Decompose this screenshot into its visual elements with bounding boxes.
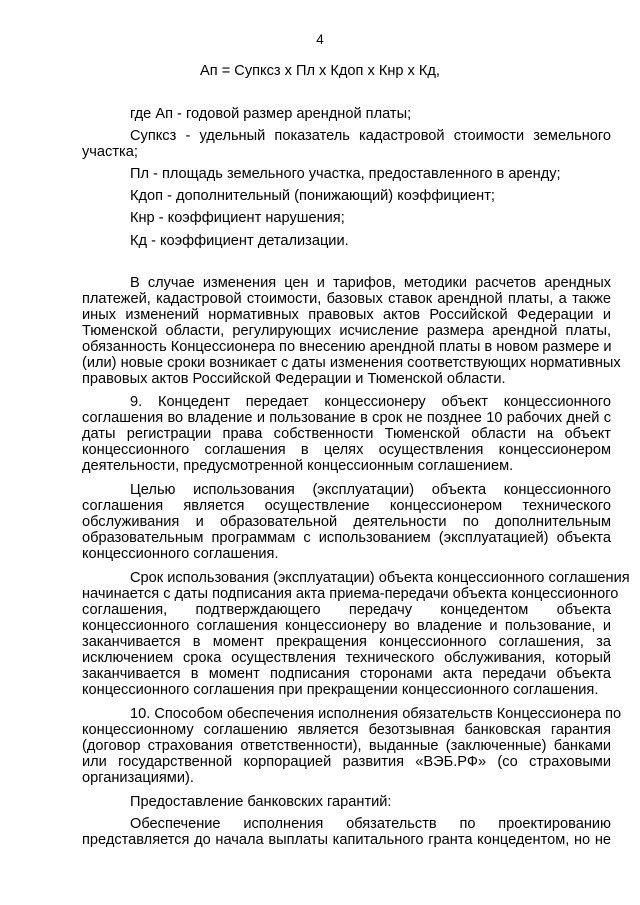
definition-line: Кнр - коэффициент нарушения; bbox=[130, 210, 345, 226]
definition-line: где Ап - годовой размер арендной платы; bbox=[130, 106, 412, 122]
definition-line: Пл - площадь земельного участка, предоставленного в аренду; bbox=[130, 166, 561, 182]
paragraph-line: Целью использования (эксплуатации) объекта концессионного bbox=[130, 482, 611, 498]
paragraph-line: представляется до начала выплаты капитального гранта концедентом, но не bbox=[82, 832, 611, 848]
paragraph-line: концессионного соглашения в целях осуществления концессионером bbox=[82, 442, 611, 458]
paragraph-line: платежей, кадастровой стоимости, базовых ставок арендной платы, а также bbox=[82, 291, 611, 307]
paragraph-line: образовательным программам с использованием (эксплуатацией) объекта bbox=[82, 530, 611, 546]
paragraph-line: исключением срока осуществления технического обслуживания, который bbox=[82, 650, 611, 666]
paragraph-line: соглашения является осуществление концессионером технического bbox=[82, 498, 611, 514]
paragraph-line: соглашения во владение и пользование в срок не позднее 10 рабочих дней с bbox=[82, 410, 611, 426]
paragraph-line: Тюменской области, регулирующих исчисление размера арендной платы, bbox=[82, 323, 611, 339]
paragraph-line: или государственной корпорацией развития «ВЭБ.РФ» (со страховыми bbox=[82, 754, 611, 770]
paragraph-line: заканчивается в момент подписания сторонами акта передачи объекта bbox=[82, 666, 611, 682]
definition-line: Кд - коэффициент детализации. bbox=[130, 233, 349, 249]
page-number: 4 bbox=[316, 32, 324, 47]
paragraph-line: деятельности, предусмотренной концессионным соглашением. bbox=[82, 458, 514, 474]
paragraph-line: 10. Способом обеспечения исполнения обязательств Концессионера по bbox=[130, 706, 622, 722]
paragraph-line: 9. Концедент передает концессионеру объект концессионного bbox=[130, 394, 611, 410]
paragraph-line: (договор страхования ответственности), выданные (заключенные) банками bbox=[82, 738, 611, 754]
paragraph-line: организациями). bbox=[82, 770, 194, 786]
definition-line: Кдоп - дополнительный (понижающий) коэффициент; bbox=[130, 188, 495, 204]
paragraph-line: концессионного соглашения при прекращении концессионного соглашения. bbox=[82, 682, 599, 698]
paragraph-line: соглашения, подтверждающего передачу концедентом объекта bbox=[82, 602, 611, 618]
paragraph-line: заканчивается в момент прекращения концессионного соглашения, за bbox=[82, 634, 611, 650]
formula: Ап = Супксз х Пл х Кдоп х Кнр х Кд, bbox=[200, 63, 440, 79]
paragraph-line: даты регистрации права собственности Тюменской области на объект bbox=[82, 426, 611, 442]
paragraph-line: концессионного соглашения. bbox=[82, 546, 279, 562]
paragraph-line: концессионного соглашения концессионеру во владение и пользование, и bbox=[82, 618, 611, 634]
paragraph-line: начинается с даты подписания акта приема-передачи объекта концессионного bbox=[82, 586, 619, 602]
paragraph-line: Срок использования (эксплуатации) объекта концессионного соглашения bbox=[130, 570, 630, 586]
paragraph-line: В случае изменения цен и тарифов, методики расчетов арендных bbox=[130, 275, 611, 291]
paragraph-line: иных изменений нормативных правовых актов Российской Федерации и bbox=[82, 307, 611, 323]
paragraph-line: Обеспечение исполнения обязательств по проектированию bbox=[130, 816, 611, 832]
subheading-guarantees: Предоставление банковских гарантий: bbox=[130, 794, 392, 810]
paragraph-line: концессионному соглашению является безотзывная банковская гарантия bbox=[82, 722, 611, 738]
paragraph-line: обязанность Концессионера по внесению арендной платы в новом размере и bbox=[82, 339, 612, 355]
definition-line: Супксз - удельный показатель кадастровой стоимости земельного bbox=[130, 128, 611, 144]
paragraph-line: правовых актов Российской Федерации и Тюменской области. bbox=[82, 371, 506, 387]
paragraph-line: обслуживания и образовательной деятельности по дополнительным bbox=[82, 514, 611, 530]
definition-line: участка; bbox=[82, 144, 138, 160]
paragraph-line: (или) новые сроки возникает с даты изменения соответствующих нормативных bbox=[82, 355, 621, 371]
